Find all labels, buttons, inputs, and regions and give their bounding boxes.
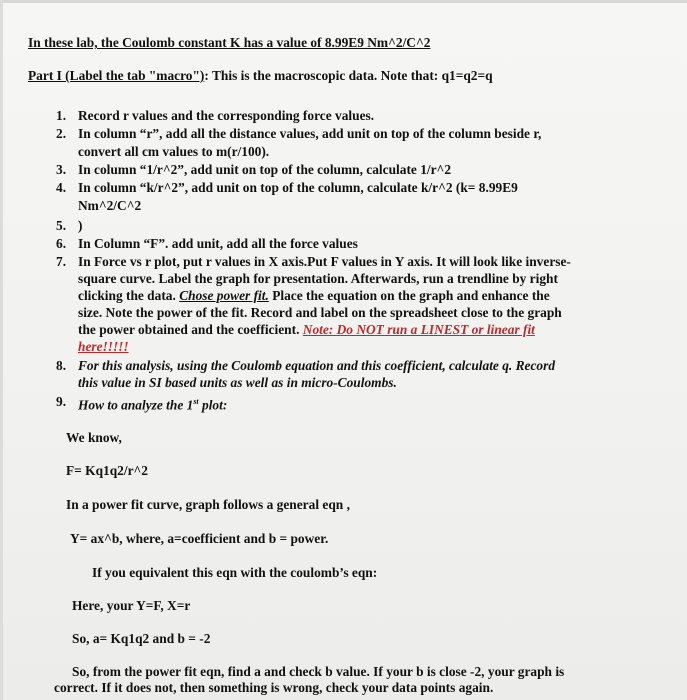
we-know: We know, (66, 430, 122, 445)
coulomb-equation: F= Kq1q2/r^2 (66, 463, 148, 478)
list-item-9-a: How to analyze the 1 (78, 397, 194, 413)
list-item-3: In column “1/r^2”, add unit on top of the column, calculate 1/r^2 (78, 162, 452, 177)
list-number-6: 6. (56, 236, 67, 251)
part1-heading (28, 68, 493, 84)
page-edge-top (0, 0, 687, 3)
so-line: So, a= Kq1q2 and b = -2 (72, 631, 211, 646)
list-number-8: 8. (56, 358, 67, 373)
intro-heading: In these lab, the Coulomb constant K has a value of 8.99E9 Nm^2/C^2 (28, 35, 431, 50)
list-number-9: 9. (56, 394, 67, 409)
list-item-4-line-1: In column “k/r^2”, add unit on top of the column, calculate k/r^2 (k= 8.99E9 (78, 180, 518, 195)
list-number-3: 3. (56, 162, 67, 177)
list-number-7: 7. (56, 254, 67, 269)
page-edge-left (0, 0, 3, 700)
list-item-9-b: plot: (198, 397, 228, 413)
list-item-2-line-2: convert all cm values to m(r/100). (78, 144, 270, 159)
list-number-1: 1. (56, 108, 67, 123)
list-item-8-line-1: For this analysis, using the Coulomb equation and this coefficient, calculate q. Record (78, 358, 556, 373)
part1-label: Part I (Label the tab "macro") (28, 68, 205, 83)
list-item-7-line-4: size. Note the power of the fit. Record and label on the spreadsheet close to the graph (78, 305, 562, 320)
list-item-7-line-3 (78, 288, 550, 304)
list-number-2: 2. (56, 126, 67, 141)
list-number-4: 4. (56, 180, 67, 195)
power-fit-equation: Y= ax^b, where, a=coefficient and b = power. (70, 531, 329, 546)
equivalent-line: If you equivalent this eqn with the coulomb’s eqn: (92, 565, 378, 580)
list-item-7-line-1: In Force vs r plot, put r values in X axis.Put F values in Y axis. It will look like inverse- (78, 254, 571, 269)
linest-warning-cont: here!!!!! (78, 339, 129, 354)
list-item-7-line-3-b: Place the equation on the graph and enhance the (268, 288, 550, 303)
here-line: Here, your Y=F, X=r (72, 598, 191, 613)
list-item-1: Record r values and the corresponding force values. (78, 108, 375, 123)
list-item-7-line-3-a: clicking the data. (78, 288, 180, 303)
conclusion-line-2: correct. If it does not, then something is wrong, check your data points again. (54, 680, 494, 695)
list-item-7-line-2: square curve. Label the graph for presentation. Afterwards, run a trendline by right (78, 271, 558, 286)
list-item-7-line-5 (78, 322, 535, 338)
list-item-6: In Column “F”. add unit, add all the force values (78, 236, 358, 251)
list-item-8-line-2: this value in SI based units as well as in micro-Coulombs. (78, 375, 397, 390)
power-fit-general: In a power fit curve, graph follows a general eqn , (66, 497, 350, 512)
list-item-9 (78, 394, 227, 413)
linest-warning: Note: Do NOT run a LINEST or linear fit (302, 322, 535, 337)
list-item-7-line-5-a: the power obtained and the coefficient. (78, 322, 303, 337)
part1-text: : This is the macroscopic data. Note that: q1=q2=q (204, 68, 493, 83)
list-item-9-sup: st (193, 397, 199, 406)
list-item-4-line-2: Nm^2/C^2 (78, 198, 142, 213)
chose-power-fit: Chose power fit. (179, 288, 269, 303)
list-number-5: 5. (56, 218, 67, 233)
list-item-5: ) (78, 218, 83, 233)
list-item-2-line-1: In column “r”, add all the distance values, add unit on top of the column beside r, (78, 126, 542, 141)
conclusion-line-1: So, from the power fit eqn, find a and check b value. If your b is close -2, your graph is (72, 664, 565, 679)
